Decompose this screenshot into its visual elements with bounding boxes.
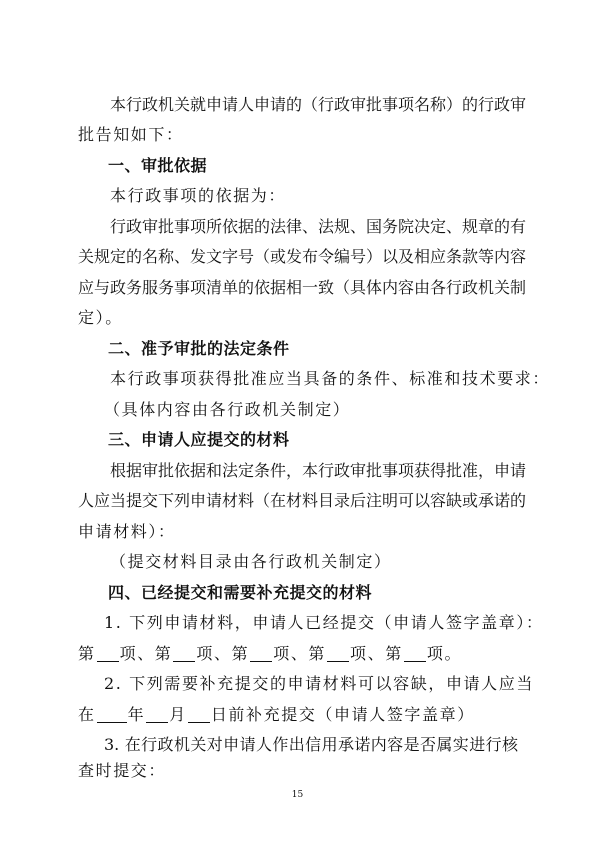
item-1-segment: 项、第 [119, 644, 173, 663]
section-2-heading: 二、准予审批的法定条件 [108, 339, 290, 358]
section-3-heading: 三、申请人应提交的材料 [108, 430, 290, 449]
section-4-item-3-line-2: 查时提交： [78, 761, 167, 780]
section-1-paragraph-2-line-3: 应与政务服务事项清单的依据相一致（具体内容由各行政机关制 [78, 278, 527, 297]
section-3-paragraph-1-line-3: 申请材料）： [78, 522, 176, 541]
section-4-item-1-line-2 [78, 644, 518, 664]
section-2-paragraph-2: （具体内容由各行政机关制定） [104, 400, 351, 419]
section-3-paragraph-1-line-2: 人应当提交下列申请材料（在材料目录后注明可以容缺或承诺的 [78, 491, 527, 510]
item-2-month-label: 月 [169, 705, 187, 724]
fill-blank [173, 646, 195, 662]
intro-line-1: 本行政机关就申请人申请的（行政审批事项名称）的行政审 [110, 95, 527, 114]
item-2-year-label: 年 [127, 705, 146, 724]
section-4-heading: 四、已经提交和需要补充提交的材料 [108, 583, 373, 602]
fill-blank [404, 646, 426, 662]
fill-blank [327, 646, 349, 662]
section-1-paragraph-1: 本行政事项的依据为： [110, 186, 287, 205]
section-1-paragraph-2-line-4: 定）。 [78, 308, 123, 327]
section-4-item-2-line-2 [78, 705, 518, 725]
item-1-segment: 项、第 [273, 644, 327, 663]
section-1-paragraph-2-line-2: 关规定的名称、发文字号（或发布令编号）以及相应条款等内容 [78, 247, 527, 266]
fill-blank-year [97, 707, 127, 723]
page-number: 15 [291, 790, 304, 800]
section-4-item-1-line-1: 1. 下列申请材料，申请人已经提交（申请人签字盖章）： [104, 613, 544, 632]
section-2-paragraph-1: 本行政事项获得批准应当具备的条件、标准和技术要求： [110, 369, 551, 388]
item-1-prefix: 第 [78, 644, 96, 663]
fill-blank-month [146, 707, 168, 723]
section-1-heading: 一、审批依据 [108, 156, 208, 175]
section-4-item-3-line-1: 3. 在行政机关对申请人作出信用承诺内容是否属实进行核 [104, 735, 518, 754]
section-4-item-2-line-1: 2. 下列需要补充提交的申请材料可以容缺，申请人应当 [104, 674, 534, 693]
fill-blank [97, 646, 119, 662]
item-2-prefix: 在 [78, 705, 96, 724]
item-1-segment: 项、第 [196, 644, 250, 663]
item-1-segment: 项。 [426, 644, 463, 663]
intro-line-2: 批告知如下： [78, 125, 184, 144]
section-3-paragraph-1-line-1: 根据审批依据和法定条件，本行政审批事项获得批准，申请 [110, 461, 527, 480]
item-1-segment: 项、第 [350, 644, 403, 663]
section-3-paragraph-2: （提交材料目录由各行政机关制定） [110, 552, 392, 571]
item-2-suffix: 日前补充提交（申请人签字盖章） [210, 705, 475, 724]
fill-blank-day [188, 707, 210, 723]
fill-blank [250, 646, 272, 662]
section-1-paragraph-2-line-1: 行政审批事项所依据的法律、法规、国务院决定、规章的有 [110, 217, 527, 236]
